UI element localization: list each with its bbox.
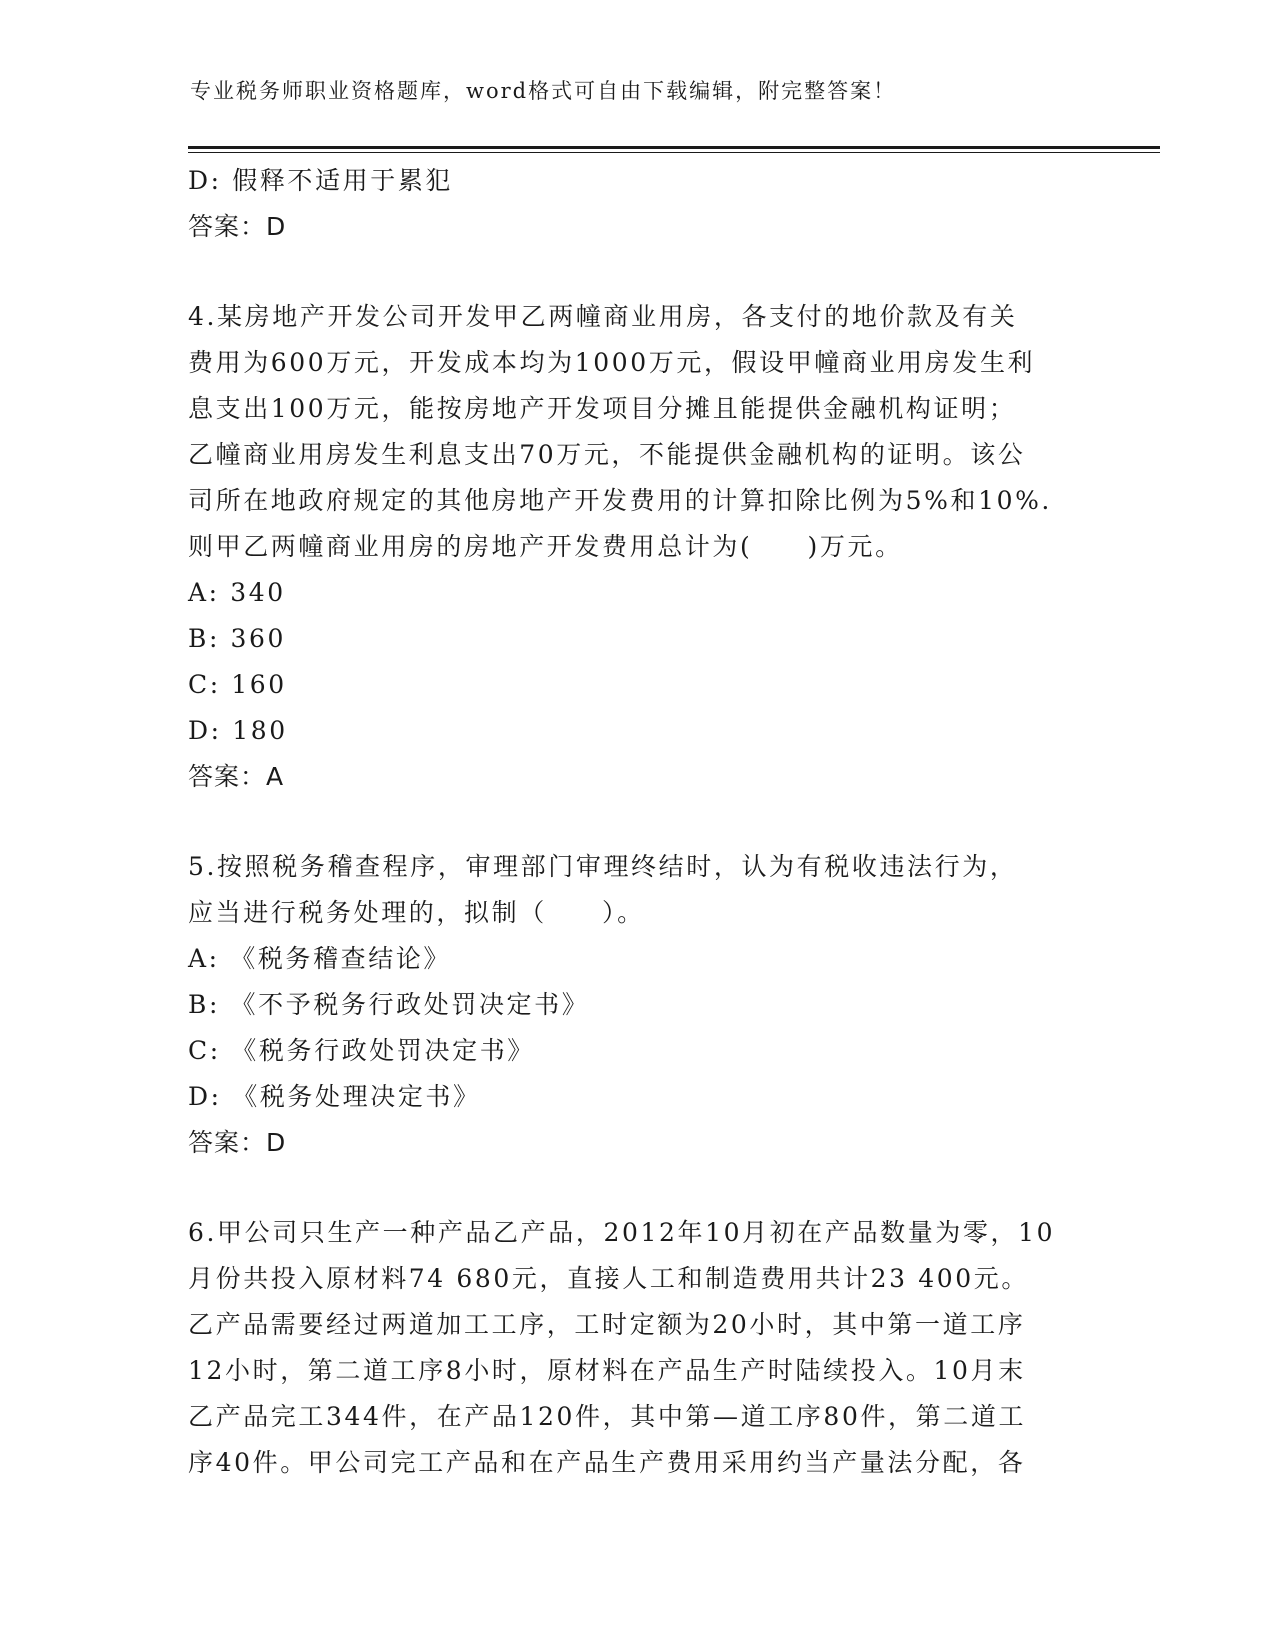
q5-option-b: B: 《不予税务行政处罚决定书》 [188,990,590,1019]
question-5 [188,844,1088,1166]
q6-stem-line: 乙产品完工344件，在产品120件，其中第—道工序80件，第二道工 [188,1402,1027,1431]
question-6 [188,1210,1088,1486]
q6-stem-line: 12小时，第二道工序8小时，原材料在产品生产时陆续投入。10月末 [188,1356,1026,1385]
q5-answer: 答案：D [188,1128,287,1157]
q4-stem-line: 则甲乙两幢商业用房的房地产开发费用总计为( )万元。 [188,532,903,561]
q6-stem-line: 6.甲公司只生产一种产品乙产品，2012年10月初在产品数量为零，10 [188,1218,1056,1247]
q5-option-d: D: 《税务处理决定书》 [188,1082,481,1111]
document-body [188,158,1088,1486]
q5-option-a: A: 《税务稽查结论》 [188,944,452,973]
q4-option-a: A: 340 [188,578,286,607]
question-4 [188,294,1088,800]
spacer [188,250,1088,294]
q6-stem-line: 乙产品需要经过两道加工工序，工时定额为20小时，其中第一道工序 [188,1310,1026,1339]
q4-stem-line: 4.某房地产开发公司开发甲乙两幢商业用房，各支付的地价款及有关 [188,302,1018,331]
q4-option-b: B: 360 [188,624,287,653]
q4-option-c: C: 160 [188,670,287,699]
q4-option-d: D: 180 [188,716,288,745]
spacer [188,800,1088,844]
header-rule-thick [188,146,1160,149]
q5-stem-line: 5.按照税务稽查程序，审理部门审理终结时，认为有税收违法行为， [188,852,1018,881]
q4-stem-line: 乙幢商业用房发生利息支出70万元，不能提供金融机构的证明。该公 [188,440,1026,469]
q4-answer: 答案：A [188,762,285,791]
q3-option-d: D: 假释不适用于累犯 [188,166,454,195]
q4-stem-line: 司所在地政府规定的其他房地产开发费用的计算扣除比例为5%和10%. [188,486,1052,515]
spacer [188,1166,1088,1210]
q5-option-c: C: 《税务行政处罚决定书》 [188,1036,535,1065]
q3-answer: 答案：D [188,212,287,241]
q5-stem-line: 应当进行税务处理的，拟制（ ）。 [188,898,645,927]
header-rule-thin [188,152,1160,153]
q4-stem-line: 息支出100万元，能按房地产开发项目分摊且能提供金融机构证明； [188,394,1017,423]
q6-stem-line: 月份共投入原材料74 680元，直接人工和制造费用共计23 400元。 [188,1264,1029,1293]
page-header: 专业税务师职业资格题库，word格式可自由下载编辑，附完整答案！ [190,79,897,103]
q4-stem-line: 费用为600万元，开发成本均为1000万元，假设甲幢商业用房发生利 [188,348,1036,377]
q6-stem-line: 序40件。甲公司完工产品和在产品生产费用采用约当产量法分配，各 [188,1448,1026,1477]
